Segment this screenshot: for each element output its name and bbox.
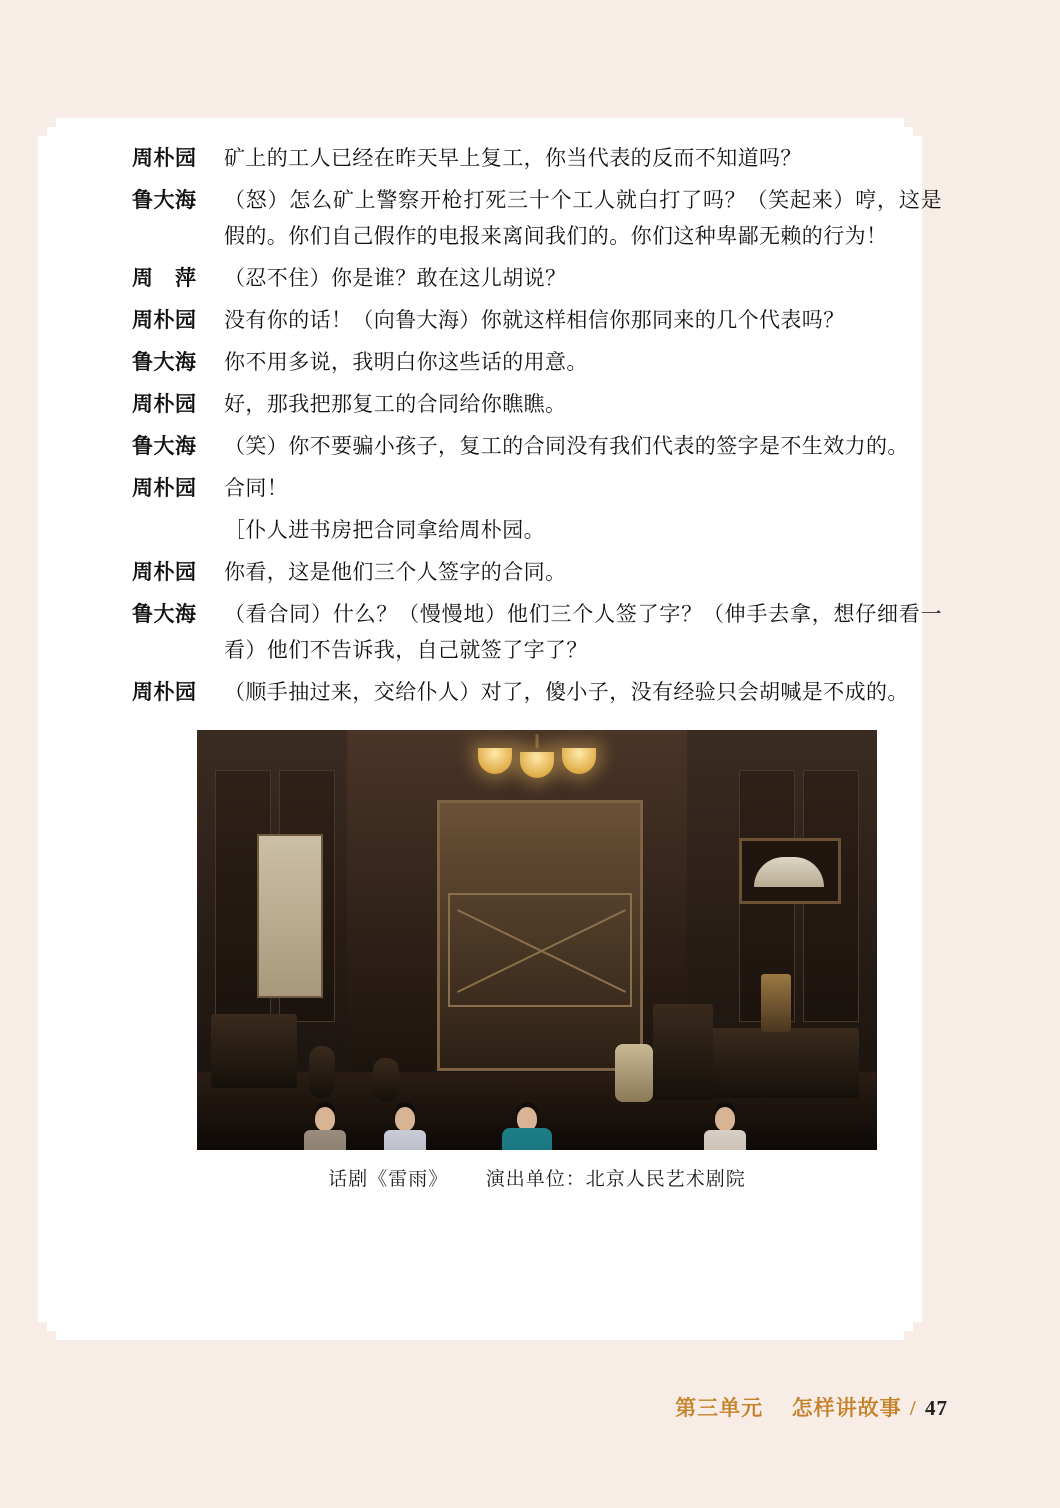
footer-topic: 怎样讲故事 xyxy=(791,1396,902,1420)
speaker-name: 周朴园 xyxy=(132,560,197,584)
dialogue-line xyxy=(132,596,942,668)
framed-fan xyxy=(739,838,841,904)
speaker-name: 周朴园 xyxy=(132,308,197,332)
vase-center xyxy=(373,1058,399,1102)
speaker-name: 鲁大海 xyxy=(132,602,197,626)
stage-photograph xyxy=(197,730,877,1150)
dialogue-line xyxy=(132,344,942,380)
speaker-name: 鲁大海 xyxy=(132,188,197,212)
speech-text: 你看，这是他们三个人签字的合同。 xyxy=(224,560,567,584)
dialogue-line xyxy=(132,470,942,506)
dialogue-line xyxy=(132,428,942,464)
speech-text: （怒）怎么矿上警察开枪打死三十个工人就白打了吗？（笑起来）哼，这是假的。你们自己假作的电报来离间我们的。你们这种卑鄙无赖的行为！ xyxy=(224,188,942,248)
speaker-name: 周朴园 xyxy=(132,476,197,500)
dialogue-line xyxy=(132,182,942,254)
figure-caption xyxy=(132,1164,942,1191)
speaker-name: 周 萍 xyxy=(132,266,197,290)
dialogue-line xyxy=(132,674,942,710)
corner-ornament-top-left xyxy=(38,118,56,136)
page-content xyxy=(132,140,942,1191)
speech-text: 你不用多说，我明白你这些话的用意。 xyxy=(224,350,588,374)
caption-credit: 演出单位：北京人民艺术剧院 xyxy=(485,1169,746,1190)
door-lattice xyxy=(448,893,632,1007)
desk-right xyxy=(699,1028,859,1098)
speaker-name: 鲁大海 xyxy=(132,350,197,374)
speech-text: （顺手抽过来，交给仆人）对了，傻小子，没有经验只会胡喊是不成的。 xyxy=(224,680,909,704)
dialogue-line xyxy=(132,554,942,590)
speech-text: （忍不住）你是谁？敢在这儿胡说？ xyxy=(224,266,567,290)
speech-text: 好，那我把那复工的合同给你瞧瞧。 xyxy=(224,392,567,416)
speech-text: （看合同）什么？（慢慢地）他们三个人签了字？（伸手去拿，想仔细看一看）他们不告诉我，自己就签了字了？ xyxy=(224,602,942,662)
speaker-name: 周朴园 xyxy=(132,392,197,416)
speech-text: 矿上的工人已经在昨天早上复工，你当代表的反而不知道吗？ xyxy=(224,146,802,170)
dialogue-line xyxy=(132,140,942,176)
clock-on-desk xyxy=(761,974,791,1032)
speaker-name: 周朴园 xyxy=(132,680,197,704)
vase-left xyxy=(309,1046,335,1098)
corner-ornament-top-right xyxy=(904,118,922,136)
hanging-scroll xyxy=(257,834,323,998)
page-footer xyxy=(675,1392,948,1422)
dialogue-line xyxy=(132,260,942,296)
figure xyxy=(132,730,942,1191)
caption-title: 话剧《雷雨》 xyxy=(328,1169,449,1190)
dialogue-line xyxy=(132,386,942,422)
speech-text: （笑）你不要骗小孩子，复工的合同没有我们代表的签字是不生效力的。 xyxy=(224,434,909,458)
page-number: 47 xyxy=(925,1396,948,1420)
chandelier-light xyxy=(462,734,612,786)
corner-ornament-bottom-right xyxy=(904,1322,922,1340)
footer-unit: 第三单元 xyxy=(675,1396,764,1420)
speaker-name: 周朴园 xyxy=(132,146,197,170)
stage-direction: ［仆人进书房把合同拿给周朴园。 xyxy=(224,518,545,542)
doorway xyxy=(437,800,643,1071)
speech-text: 没有你的话！（向鲁大海）你就这样相信你那同来的几个代表吗？ xyxy=(224,308,845,332)
speech-text: 合同！ xyxy=(224,476,289,500)
dialogue-line xyxy=(132,302,942,338)
footer-separator: / xyxy=(909,1396,917,1420)
armchair-right xyxy=(653,1004,713,1100)
round-table-left xyxy=(211,1014,297,1088)
corner-ornament-bottom-left xyxy=(38,1322,56,1340)
porcelain-stool xyxy=(615,1044,653,1102)
speaker-name: 鲁大海 xyxy=(132,434,197,458)
